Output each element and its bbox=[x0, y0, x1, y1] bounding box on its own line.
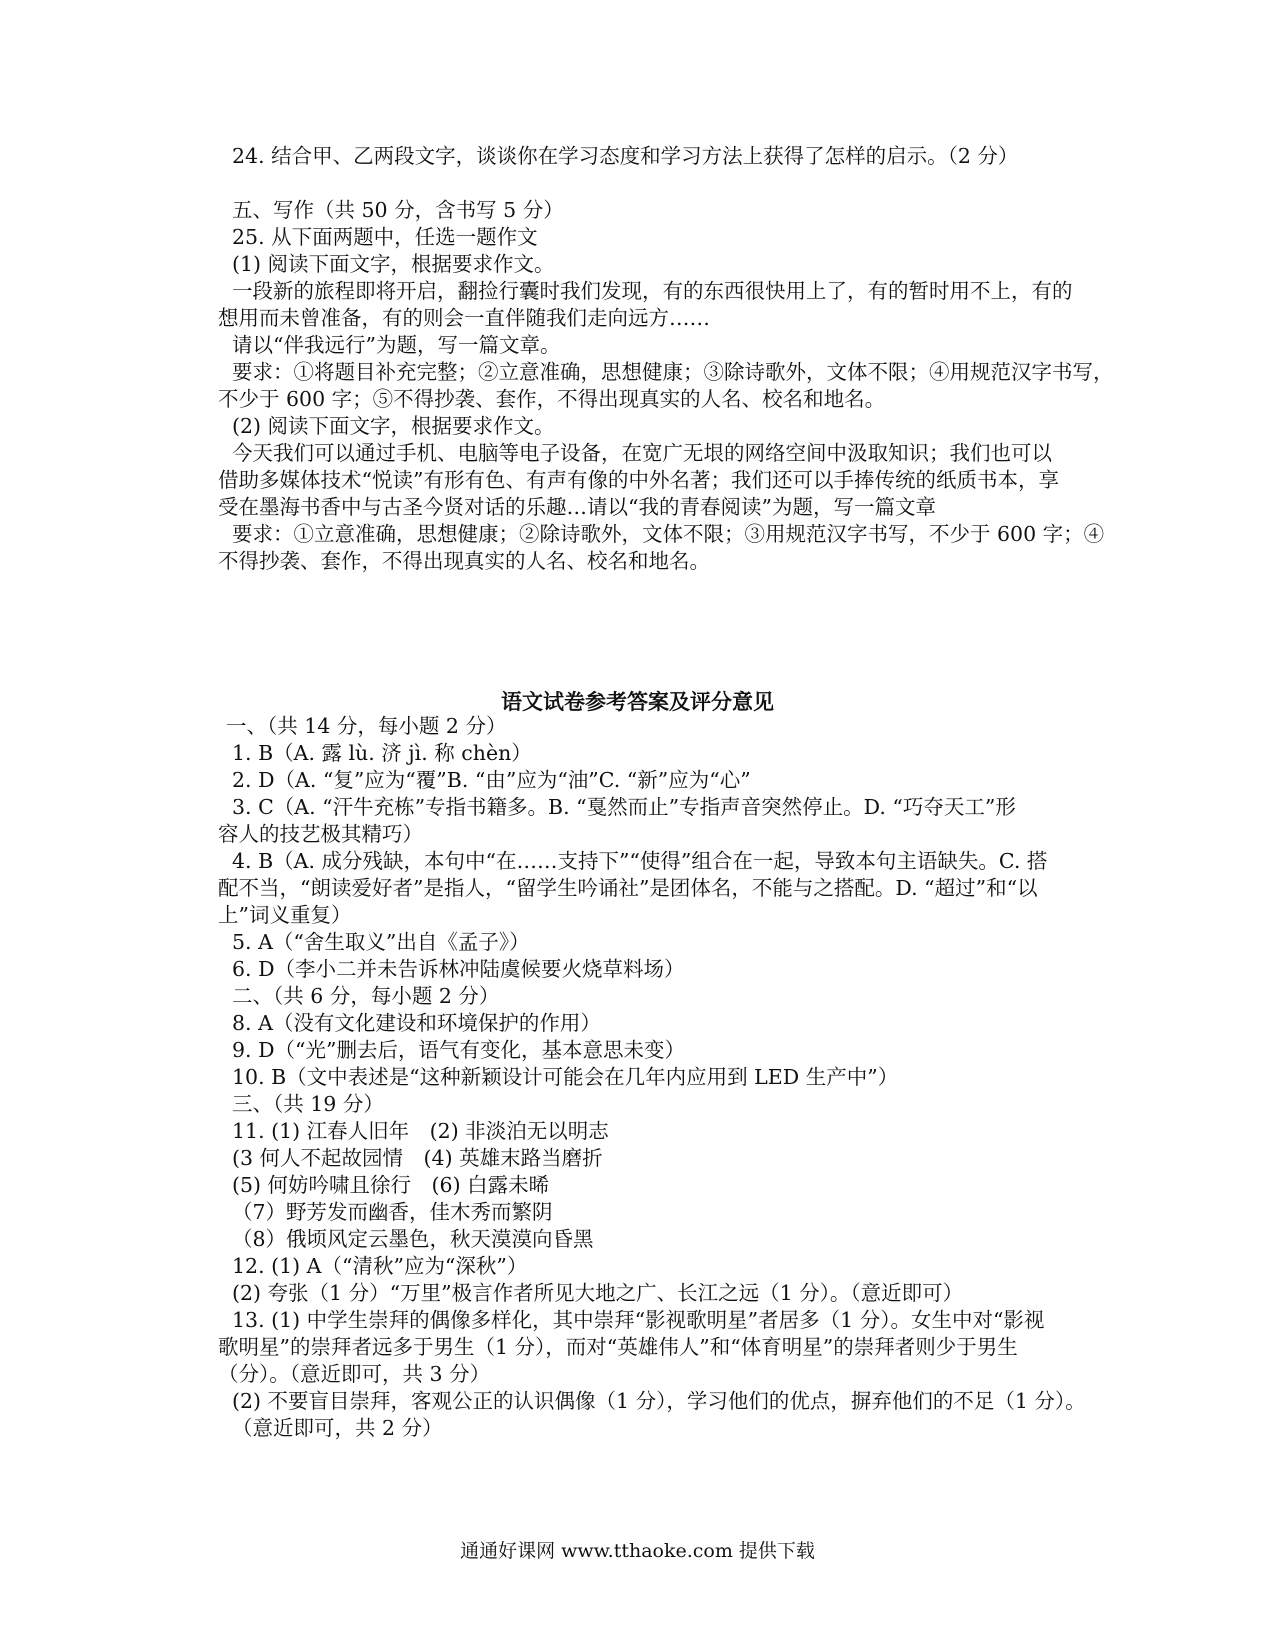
answer-line: (2) 夸张（1 分）“万里”极言作者所见大地之广、长江之远（1 分）。（意近即可） bbox=[232, 1281, 964, 1305]
answer-section-heading: 三、（共 19 分） bbox=[232, 1092, 384, 1116]
answer-line: (2) 不要盲目崇拜，客观公正的认识偶像（1 分），学习他们的优点，摒弃他们的不足（1 分）。 bbox=[232, 1389, 1086, 1413]
answer-line: 10. B（文中表述是“这种新颖设计可能会在几年内应用到 LED 生产中”） bbox=[232, 1065, 899, 1089]
answer-line: (5) 何妨吟啸且徐行 (6) 白露未晞 bbox=[232, 1173, 550, 1197]
option-1-requirements: 不少于 600 字；⑤不得抄袭、套作，不得出现真实的人名、校名和地名。 bbox=[218, 387, 886, 411]
option-1-prompt: 请以“伴我远行”为题，写一篇文章。 bbox=[232, 333, 561, 357]
answer-line: 8. A（没有文化建设和环境保护的作用） bbox=[232, 1011, 601, 1035]
answer-line: 4. B（A. 成分残缺，本句中“在……支持下”“使得”组合在一起，导致本句主语缺失。C. 搭 bbox=[232, 849, 1048, 873]
answer-line: （7）野芳发而幽香，佳木秀而繁阴 bbox=[232, 1200, 553, 1224]
answer-line: 5. A（“舍生取义”出自《孟子》） bbox=[232, 930, 530, 954]
answer-line: 歌明星”的崇拜者远多于男生（1 分），而对“英雄伟人”和“体育明星”的崇拜者则少于男生 bbox=[218, 1335, 1018, 1359]
footer-watermark: 通通好课网 www.tthaoke.com 提供下载 bbox=[460, 1540, 815, 1562]
answer-line: 1. B（A. 露 lù. 济 jì. 称 chèn） bbox=[232, 741, 532, 765]
answer-line: 13. (1) 中学生崇拜的偶像多样化，其中崇拜“影视歌明星”者居多（1 分）。女生中对“影视 bbox=[232, 1308, 1045, 1332]
writing-section-heading: 五、写作（共 50 分，含书写 5 分） bbox=[232, 198, 564, 222]
answer-line: 11. (1) 江春人旧年 (2) 非淡泊无以明志 bbox=[232, 1119, 609, 1143]
option-2-requirements: 不得抄袭、套作，不得出现真实的人名、校名和地名。 bbox=[218, 549, 710, 573]
answer-line: （8）俄顷风定云墨色，秋天漠漠向昏黑 bbox=[232, 1227, 594, 1251]
answer-line: 2. D（A. “复”应为“覆”B. “由”应为“油”C. “新”应为“心” bbox=[232, 768, 751, 792]
option-2-text: 今天我们可以通过手机、电脑等电子设备，在宽广无垠的网络空间中汲取知识；我们也可以 bbox=[232, 441, 1052, 465]
option-1-text: 一段新的旅程即将开启，翻捡行囊时我们发现，有的东西很快用上了，有的暂时用不上，有的 bbox=[232, 279, 1073, 303]
answer-line: 配不当，“朗读爱好者”是指人，“留学生吟诵社”是团体名，不能与之搭配。D. “超过”和“以 bbox=[218, 876, 1038, 900]
option-2-requirements: 要求：①立意准确，思想健康；②除诗歌外，文体不限；③用规范汉字书写，不少于 600 字；④ bbox=[232, 522, 1105, 546]
option-1-heading: (1) 阅读下面文字，根据要求作文。 bbox=[232, 252, 555, 276]
answer-line: （意近即可，共 2 分） bbox=[232, 1416, 443, 1440]
option-1-text: 想用而未曾准备，有的则会一直伴随我们走向远方…… bbox=[218, 306, 710, 330]
answer-line: 9. D（“光”删去后，语气有变化，基本意思未变） bbox=[232, 1038, 685, 1062]
answer-line: 3. C（A. “汗牛充栋”专指书籍多。B. “戛然而止”专指声音突然停止。D. “巧夺天工”形 bbox=[232, 795, 1016, 819]
answer-line: (3 何人不起故园情 (4) 英雄末路当磨折 bbox=[232, 1146, 603, 1170]
option-2-heading: (2) 阅读下面文字，根据要求作文。 bbox=[232, 414, 555, 438]
option-1-requirements: 要求：①将题目补充完整；②立意准确，思想健康；③除诗歌外，文体不限；④用规范汉字书写， bbox=[232, 360, 1114, 384]
answer-section-heading: 二、（共 6 分，每小题 2 分） bbox=[232, 984, 500, 1008]
question-24: 24. 结合甲、乙两段文字，谈谈你在学习态度和学习方法上获得了怎样的启示。（2 分） bbox=[232, 144, 1019, 168]
answer-line: （分）。（意近即可，共 3 分） bbox=[218, 1362, 491, 1386]
answers-title: 语文试卷参考答案及评分意见 bbox=[501, 689, 774, 714]
answer-line: 12. (1) A（“清秋”应为“深秋”） bbox=[232, 1254, 528, 1278]
answer-section-heading: 一、（共 14 分，每小题 2 分） bbox=[226, 714, 507, 738]
option-2-text: 受在墨海书香中与古圣今贤对话的乐趣…请以“我的青春阅读”为题，写一篇文章 bbox=[218, 495, 936, 519]
option-2-text: 借助多媒体技术“悦读”有形有色、有声有像的中外名著；我们还可以手捧传统的纸质书本，享 bbox=[218, 468, 1059, 492]
answer-line: 容人的技艺极其精巧） bbox=[218, 822, 423, 846]
question-25: 25. 从下面两题中，任选一题作文 bbox=[232, 225, 538, 249]
answer-line: 6. D（李小二并未告诉林冲陆虞候要火烧草料场） bbox=[232, 957, 685, 981]
answer-line: 上”词义重复） bbox=[218, 903, 352, 927]
